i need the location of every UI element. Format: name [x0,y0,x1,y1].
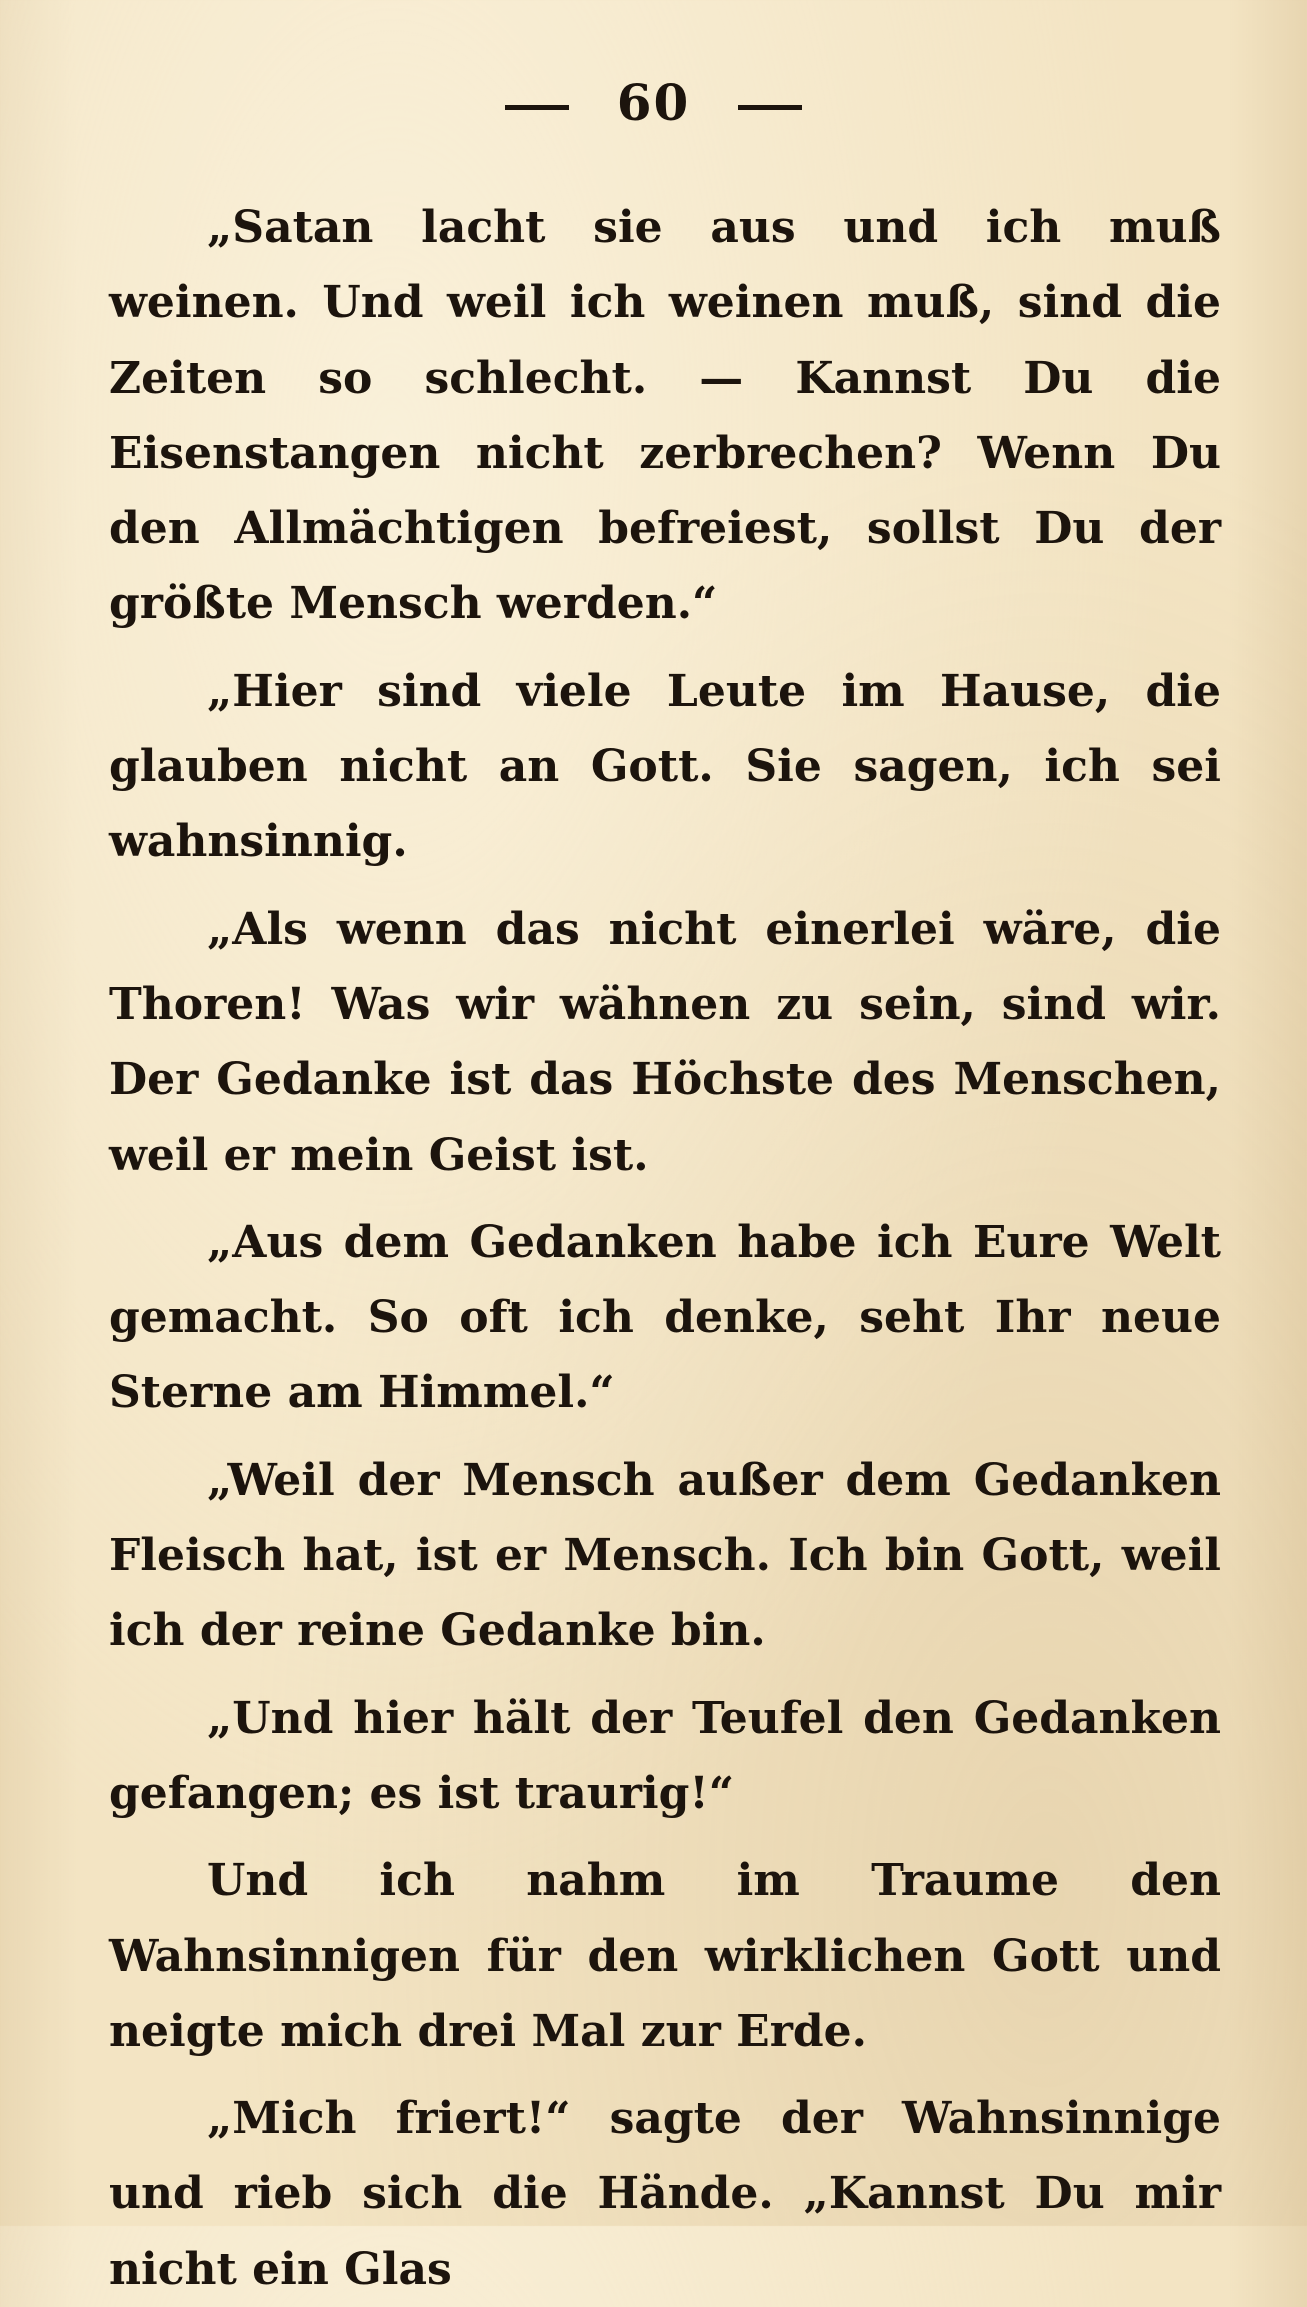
body-text [109,190,1221,2307]
paragraph: „Satan lacht sie aus und ich muß weinen. Und weil ich weinen muß, sind die Zeiten so schlecht. — Kannst Du die Eisenstangen nicht zerbrechen? Wenn Du den Allmächtigen befreiest, sollst Du der größte Mensch werden.“ [109,202,1221,630]
paragraph: „Aus dem Gedanken habe ich Eure Welt gemacht. So oft ich denke, seht Ihr neue Sterne am Himmel.“ [109,1216,1221,1419]
page-number: 60 [616,73,691,132]
paragraph: „Mich friert!“ sagte der Wahnsinnige und rieb sich die Hände. „Kannst Du mir nicht ein Glas [109,2093,1221,2295]
paragraph: „Hier sind viele Leute im Hause, die glauben nicht an Gott. Sie sagen, ich sei wahnsinnig. [109,665,1221,868]
header-dash-left [505,105,569,110]
paragraph: „Und hier hält der Teufel den Gedanken gefangen; es ist traurig!“ [109,1692,1221,1819]
paragraph: „Weil der Mensch außer dem Gedanken Fleisch hat, ist er Mensch. Ich bin Gott, weil ich der reine Gedanke bin. [109,1454,1221,1657]
paragraph: „Als wenn das nicht einerlei wäre, die Thoren! Was wir wähnen zu sein, sind wir. Der Gedanke ist das Höchste des Menschen, weil er mein Geist ist. [109,903,1221,1181]
paragraph: Und ich nahm im Traume den Wahnsinnigen für den wirklichen Gott und neigte mich drei Mal zur Erde. [109,1855,1221,2057]
header-dash-right [738,105,802,110]
page-header [0,73,1307,132]
